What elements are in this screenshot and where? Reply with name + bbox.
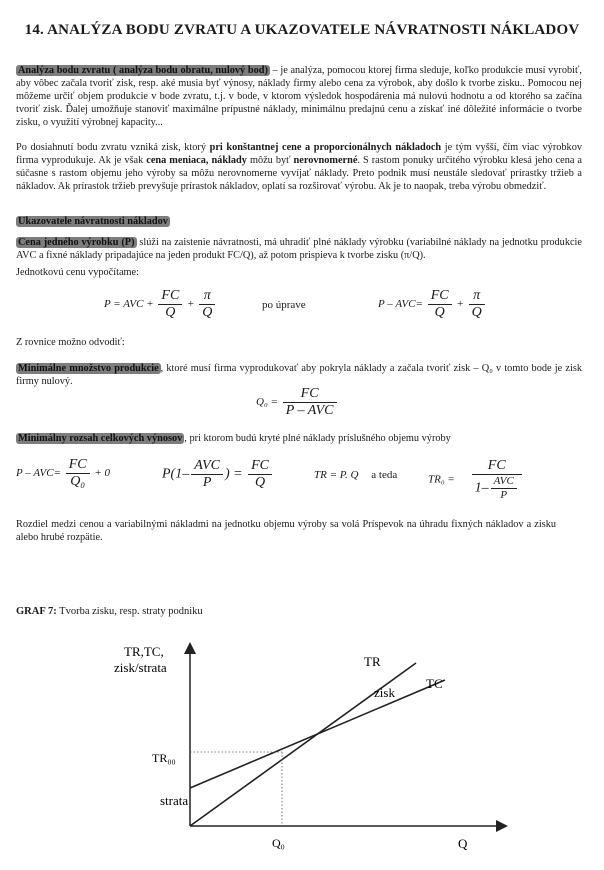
contribution-paragraph: Rozdiel medzi cenou a variabilnými nákladmi na jednotku objemu výroby sa volá Príspevok na úhradu fixných nákladov a zisku alebo hrubé rozpätie. — [16, 519, 556, 543]
q-label: Q — [458, 836, 468, 851]
fraction-num: FC — [251, 458, 269, 473]
plus-sign: + — [456, 298, 464, 311]
breakeven-definition-text: – je analýza, pomocou ktorej firma sleduje, koľko produkcie musí vyrobiť, aby vôbec začala tvoriť zisk, resp. aké musia byť výnosy, náklady firmy alebo cena za výrobok, aby došlo k tvorbe zisku.. Pomocou nej môžeme určiť objem produkcie v bode zvratu, t.j. v bode, v ktorom výsledok hospodárenia má nulovú hodnotu a od ktorého sa začína tvoriť zisk. Ďalej umožňuje stanoviť maximálne prípustné náklady, minimálnu predajnú cenu a získať iné dôležité informácie o tvorbe zisku, o využití výrobnej kapacity... — [16, 65, 582, 128]
fraction-num: AVC — [493, 475, 514, 487]
tr-label: TR — [364, 654, 381, 669]
fraction-den: P — [191, 474, 223, 491]
q0-label: Q₀ — [272, 836, 285, 850]
graph-caption-text: Tvorba zisku, resp. straty podniku — [56, 606, 203, 617]
formula-tail: + 0 — [94, 467, 111, 480]
fraction-num: FC — [300, 386, 319, 401]
derive-text: Z rovnice možno odvodiť: — [16, 337, 125, 348]
profit-bold-1: pri konštantnej cene a proporcionálnych nákladoch — [209, 142, 442, 153]
a-teda-text: a teda — [371, 469, 398, 481]
min-quantity-term: Minimálne množstvo produkcie — [18, 363, 159, 374]
fraction-den: Q₀ — [66, 473, 90, 490]
profit-bold-3: nerovnomerné — [293, 155, 358, 166]
fraction-den: Q — [199, 304, 215, 321]
profit-text-1: Po dosiahnutí bodu zvratu vzniká zisk, ktorý — [16, 142, 210, 153]
section-heading-text: Ukazovatele návratnosti nákladov — [18, 216, 168, 227]
den-prefix: 1– — [474, 480, 489, 496]
fraction-den: Q — [469, 304, 485, 321]
strata-label: strata — [160, 793, 189, 808]
min-quantity-text: , ktoré musí firma vyprodukovať aby pokryla náklady a začala tvoriť zisk – Q₀ v tomto bode je zisk firmy nulový. — [16, 363, 582, 387]
unit-price-text: Jednotkovú cenu vypočítame: — [16, 267, 139, 278]
zisk-label: zisk — [374, 685, 395, 700]
formula-lhs: P = AVC + — [104, 298, 154, 311]
tr0-label: TR₀₀ — [152, 751, 176, 765]
fraction-num: FC — [68, 457, 87, 472]
fraction-num: AVC — [194, 458, 220, 473]
page-title: 14. ANALÝZA BODU ZVRATU A UKAZOVATELE NÁVRATNOSTI NÁKLADOV — [24, 22, 580, 38]
profit-text-3: môžu byť — [246, 155, 294, 166]
tc-label: TC — [426, 676, 443, 691]
formula-lhs: P(1– — [162, 466, 190, 482]
y-axis-label-2: zisk/strata — [114, 660, 167, 675]
formula-mid: ) = — [224, 466, 243, 482]
profit-text-2: je tým vyšší, čím viac výrobkov firma vyprodukuje. Ak je však — [16, 142, 582, 166]
tc-line — [190, 680, 445, 788]
fraction-num: FC — [430, 288, 449, 303]
profit-text-4: . S rastom ponuky určitého výrobku klesá jeho cena a súčasne s rastom objemu jeho výroby sa môžu nerovnomerne vyvíjať náklady. Preto podnik musí neustále sledovať prírastky tržieb a nákladov. Ak prírastok tržieb prevyšuje prírastok nákladov, oplatí sa rozširovať výrobu. Ak je to naopak, treba výrobu obmedziť. — [16, 155, 582, 192]
fraction-den: Q — [428, 304, 452, 321]
breakeven-term: Analýza bodu zvratu ( analýza bodu obratu, nulový bod) — [18, 65, 268, 76]
profit-bold-2: cena meniaca, náklady — [146, 155, 247, 166]
plus-sign: + — [187, 298, 195, 311]
graph-caption-label: GRAF 7: — [16, 606, 57, 617]
formula-lhs: TR₀ = — [428, 473, 455, 486]
fraction-den: Q — [158, 304, 182, 321]
fraction-num: π — [473, 288, 481, 303]
min-revenue-term: Minimálny rozsah celkových výnosov — [18, 433, 183, 444]
y-axis-label-1: TR,TC, — [124, 644, 164, 659]
price-text: slúži na zaistenie návratnosti, má uhradiť plné náklady výrobku (variabilné náklady na jednotku produkcie AVC a fixné náklady pripadajúce na jeden produkt FC/Q), až potom prispieva k tvorbe zisku (π/Q). — [16, 237, 582, 261]
formula-lhs: P – AVC= — [16, 467, 61, 480]
price-term: Cena jedného výrobku (P) — [18, 237, 135, 248]
fraction-num: FC — [487, 458, 506, 473]
fraction-den: P – AVC — [283, 402, 337, 419]
fraction-num: π — [203, 288, 211, 303]
formula-tr-text: TR = P. Q — [314, 469, 359, 481]
min-revenue-text: , pri ktorom budú kryté plné náklady príslušného objemu výroby — [184, 433, 451, 444]
formula-lhs: P – AVC= — [378, 298, 423, 311]
fraction-num: FC — [161, 288, 180, 303]
fraction-den: P — [491, 488, 517, 502]
po-uprave-text: po úprave — [262, 299, 306, 311]
fraction-den: Q — [248, 474, 272, 491]
formula-lhs: Q₀ = — [256, 396, 278, 409]
